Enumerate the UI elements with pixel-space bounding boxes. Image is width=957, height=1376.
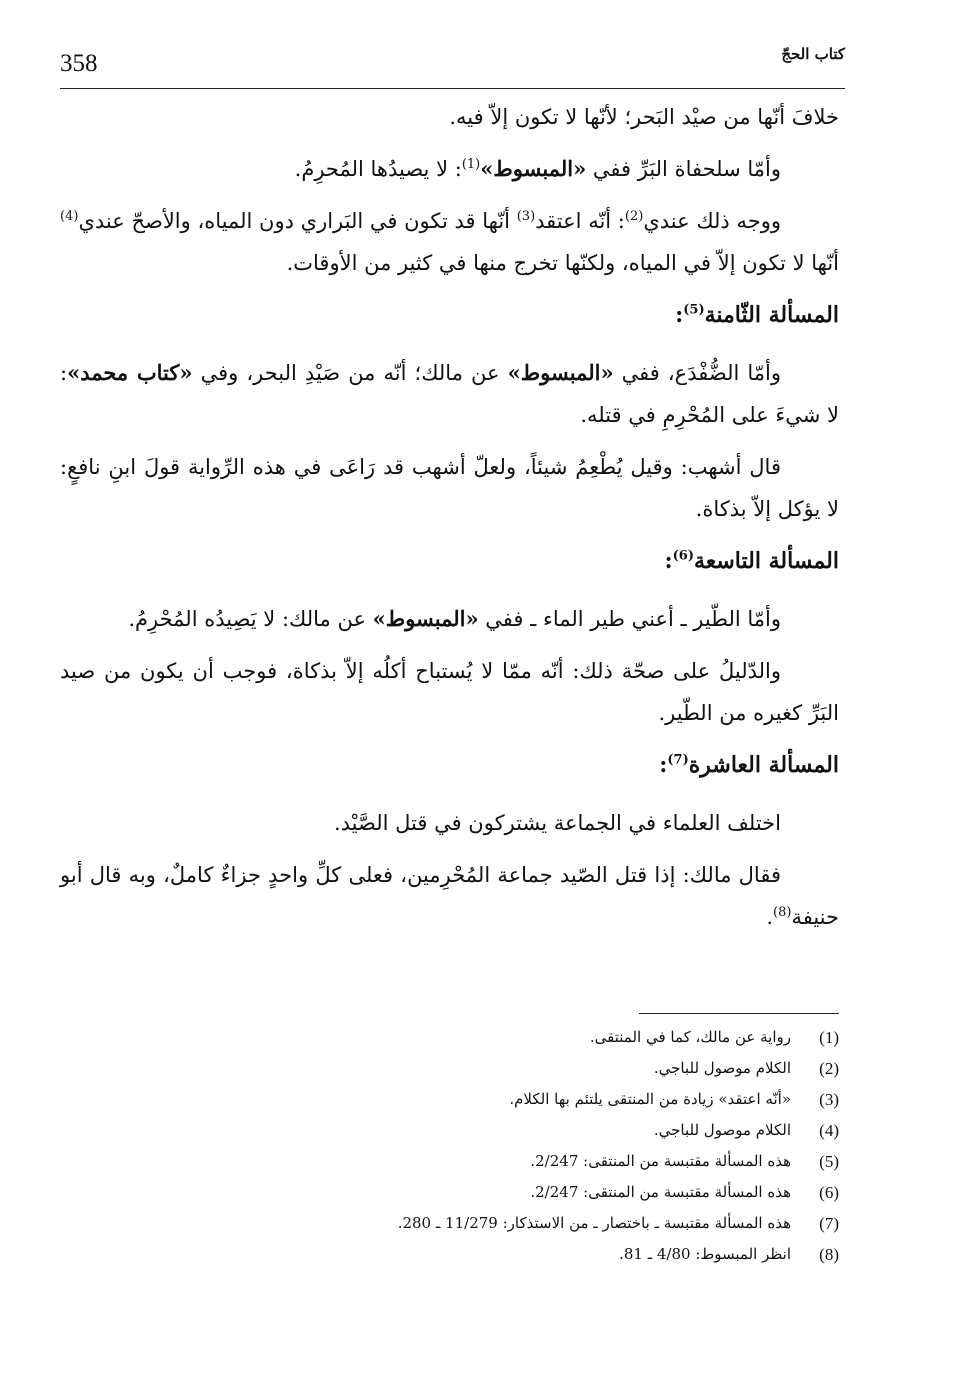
- footnote-ref: (3): [516, 209, 536, 224]
- footnote-ref: (6): [672, 548, 694, 564]
- footnote-ref: (2): [624, 209, 644, 224]
- footnote-text: الكلام موصول للباجي.: [653, 1059, 791, 1077]
- footnote-number: (6): [819, 1183, 839, 1202]
- source-title: «المبسوط»: [480, 156, 587, 181]
- footnote-ref: (1): [461, 157, 481, 172]
- footnote-item: [160, 1239, 839, 1270]
- running-head: كتاب الحجّ: [781, 45, 845, 63]
- footnote-item: [160, 1208, 839, 1239]
- source-title: «كتاب محمد»: [67, 360, 193, 385]
- footnote-ref: (8): [773, 905, 792, 920]
- section-heading-10: المسألة العاشرة$^{(7)}$:: [659, 752, 839, 778]
- paragraph-7: والدّليلُ على صحّة ذلك: أنّه ممّا لا يُستباح أكلُه إلاّ بذكاة، فوجب أن يكون من صيد البَرِّ كغيره من الطّير.: [60, 659, 839, 725]
- footnote-item: [160, 1177, 839, 1208]
- paragraph-8: اختلف العلماء في الجماعة يشتركون في قتل الصَّيْد.: [333, 811, 781, 835]
- page-header: [60, 40, 845, 89]
- paragraph-3: ووجه ذلك عندي$^{(2)}$: أنّه اعتقد$^{(3)}$ أنّها قد تكون في البَراري دون المياه، والأصحّ عندي$^{(4)}$ أنّها لا تكون إلاّ في المياه، ولكنّها تخرج منها في كثير من الأوقات.: [60, 209, 839, 275]
- footnote-item: [160, 1053, 839, 1084]
- footnote-ref: (4): [60, 209, 79, 224]
- footnote-text: «أنّه اعتقد» زيادة من المنتقى يلتئم بها الكلام.: [509, 1090, 791, 1108]
- paragraph-2: وأمّا سلحفاة البَرِّ ففي «المبسوط»$^{(1)}$: لا يصيدُها المُحرِمُ.: [294, 156, 781, 181]
- footnote-number: (2): [819, 1059, 839, 1078]
- section-heading-9: المسألة التاسعة$^{(6)}$:: [664, 548, 839, 574]
- footnote-number: (7): [819, 1214, 839, 1233]
- section-heading-8: المسألة الثّامنة$^{(5)}$:: [675, 302, 839, 328]
- source-title: «المبسوط»: [507, 360, 614, 385]
- footnote-text: الكلام موصول للباجي.: [653, 1121, 791, 1139]
- footnote-text: رواية عن مالك، كما في المنتقى.: [589, 1028, 791, 1046]
- footnote-item: [160, 1115, 839, 1146]
- footnote-text: انظر المبسوط: 4/80 ـ 81.: [619, 1245, 791, 1263]
- paragraph-1: خلافَ أنّها من صيْد البَحر؛ لأنّها لا تكون إلاّ فيه.: [449, 105, 839, 129]
- paragraph-5: قال أشهب: وقيل يُطْعِمُ شيئاً، ولعلّ أشهب قد رَاعَى في هذه الرِّواية قولَ ابنِ نافعٍ: لا يؤكل إلاّ بذكاة.: [60, 455, 839, 521]
- paragraph-6: وأمّا الطّير ـ أعني طير الماء ـ ففي «المبسوط» عن مالك: لا يَصِيدُه المُحْرِمُ.: [128, 606, 781, 631]
- footnote-number: (1): [819, 1028, 839, 1047]
- footnote-ref: (7): [667, 752, 689, 768]
- paragraph-9: فقال مالك: إذا قتل الصّيد جماعة المُحْرِمين، فعلى كلِّ واحدٍ جزاءٌ كاملٌ، وبه قال أبو حنيفة$^{(8)}$.: [60, 863, 839, 929]
- footnote-ref: (5): [683, 302, 705, 318]
- footnote-item: [160, 1146, 839, 1177]
- paragraph-4: وأمّا الضُّفْدَع، ففي «المبسوط» عن مالك؛ أنّه من صَيْدِ البحر، وفي «كتاب محمد»: لا شيءَ على المُحْرِمِ في قتله.: [60, 360, 839, 427]
- footnote-item: [160, 1084, 839, 1115]
- footnote-number: (8): [819, 1245, 839, 1264]
- footnote-item: [160, 1022, 839, 1053]
- page-number: 358: [60, 50, 98, 77]
- footnote-number: (5): [819, 1152, 839, 1171]
- source-title: «المبسوط»: [372, 606, 479, 631]
- footnotes: [160, 1022, 839, 1270]
- footnote-text: هذه المسألة مقتبسة من المنتقى: 2/247.: [530, 1183, 791, 1201]
- main-text: [60, 96, 839, 948]
- footnote-separator: [639, 1013, 839, 1014]
- footnote-text: هذه المسألة مقتبسة من المنتقى: 2/247.: [530, 1152, 791, 1170]
- footnote-number: (3): [819, 1090, 839, 1109]
- footnote-text: هذه المسألة مقتبسة ـ باختصار ـ من الاستذكار: 11/279 ـ 280.: [397, 1214, 791, 1232]
- footnote-number: (4): [819, 1121, 839, 1140]
